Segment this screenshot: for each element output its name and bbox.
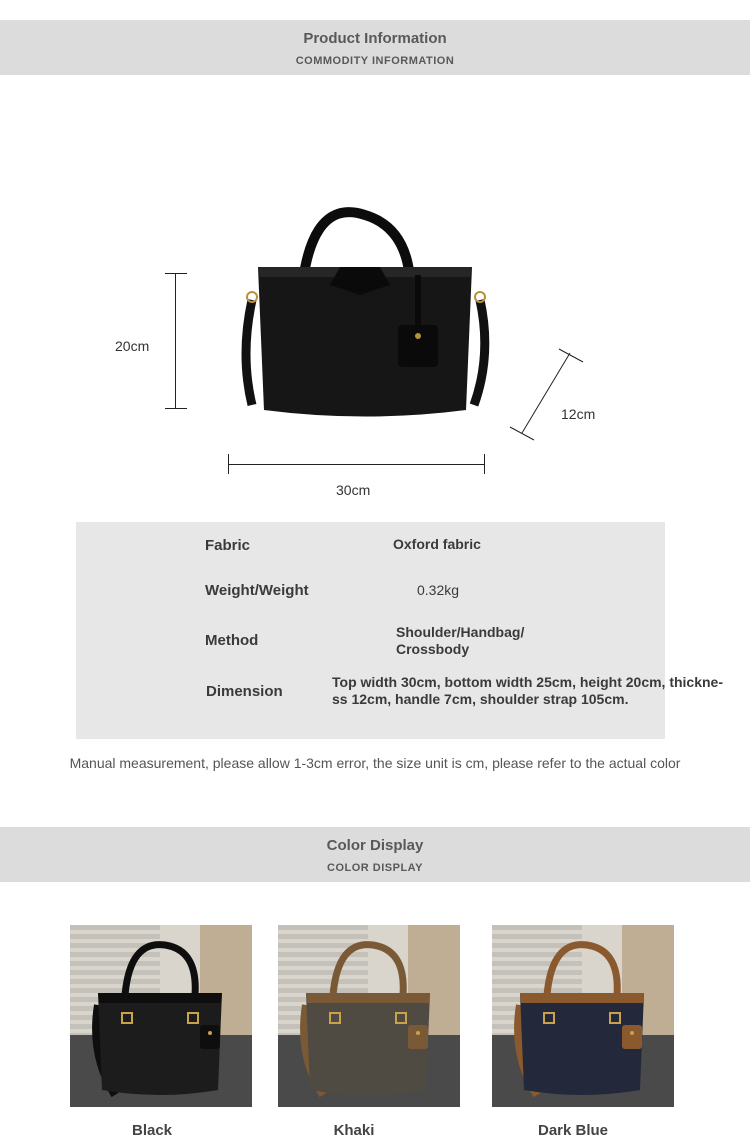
product-info-title: Product Information xyxy=(303,30,447,47)
height-dimension-label: 20cm xyxy=(115,338,150,354)
color-label-black: Black xyxy=(131,1122,173,1139)
color-swatch-khaki[interactable] xyxy=(278,925,460,1107)
color-display-subtitle: COLOR DISPLAY xyxy=(327,862,423,874)
product-info-subtitle: COMMODITY INFORMATION xyxy=(295,55,455,67)
color-label-dark-blue: Dark Blue xyxy=(537,1122,609,1139)
spec-key-dimension: Dimension xyxy=(206,683,283,700)
spec-key-fabric: Fabric xyxy=(205,537,251,554)
color-label-khaki: Khaki xyxy=(333,1122,375,1139)
spec-value-method-line1: Shoulder/Handbag/ xyxy=(396,624,525,640)
color-swatch-dark-blue[interactable] xyxy=(492,925,674,1107)
depth-dimension-line xyxy=(505,345,590,445)
product-image xyxy=(230,205,500,425)
bag-photo-khaki xyxy=(278,925,460,1107)
width-dimension-cap-left xyxy=(228,454,229,474)
width-dimension-label: 30cm xyxy=(336,482,371,498)
spec-key-method: Method xyxy=(205,632,259,649)
color-display-header xyxy=(0,827,750,882)
height-dimension-cap-bottom xyxy=(165,408,187,409)
measurement-note: Manual measurement, please allow 1-3cm error, the size unit is cm, please refer to the actual color xyxy=(69,755,681,771)
spec-value-dimension-line2: ss 12cm, handle 7cm, shoulder strap 105cm. xyxy=(332,691,629,707)
bag-photo-black xyxy=(70,925,252,1107)
spec-value-weight: 0.32kg xyxy=(417,582,460,598)
color-swatch-black[interactable] xyxy=(70,925,252,1107)
product-info-header xyxy=(0,20,750,75)
color-display-title: Color Display xyxy=(326,837,424,854)
spec-key-weight: Weight/Weight xyxy=(205,582,309,599)
height-dimension-line xyxy=(175,273,176,409)
width-dimension-cap-right xyxy=(484,454,485,474)
depth-dimension-label: 12cm xyxy=(561,406,596,422)
spec-value-fabric: Oxford fabric xyxy=(393,536,481,552)
height-dimension-cap-top xyxy=(165,273,187,274)
spec-value-dimension-line1: Top width 30cm, bottom width 25cm, height 20cm, thickne- xyxy=(332,674,724,690)
spec-value-method-line2: Crossbody xyxy=(396,641,470,657)
bag-photo-dark-blue xyxy=(492,925,674,1107)
width-dimension-line xyxy=(228,464,485,465)
